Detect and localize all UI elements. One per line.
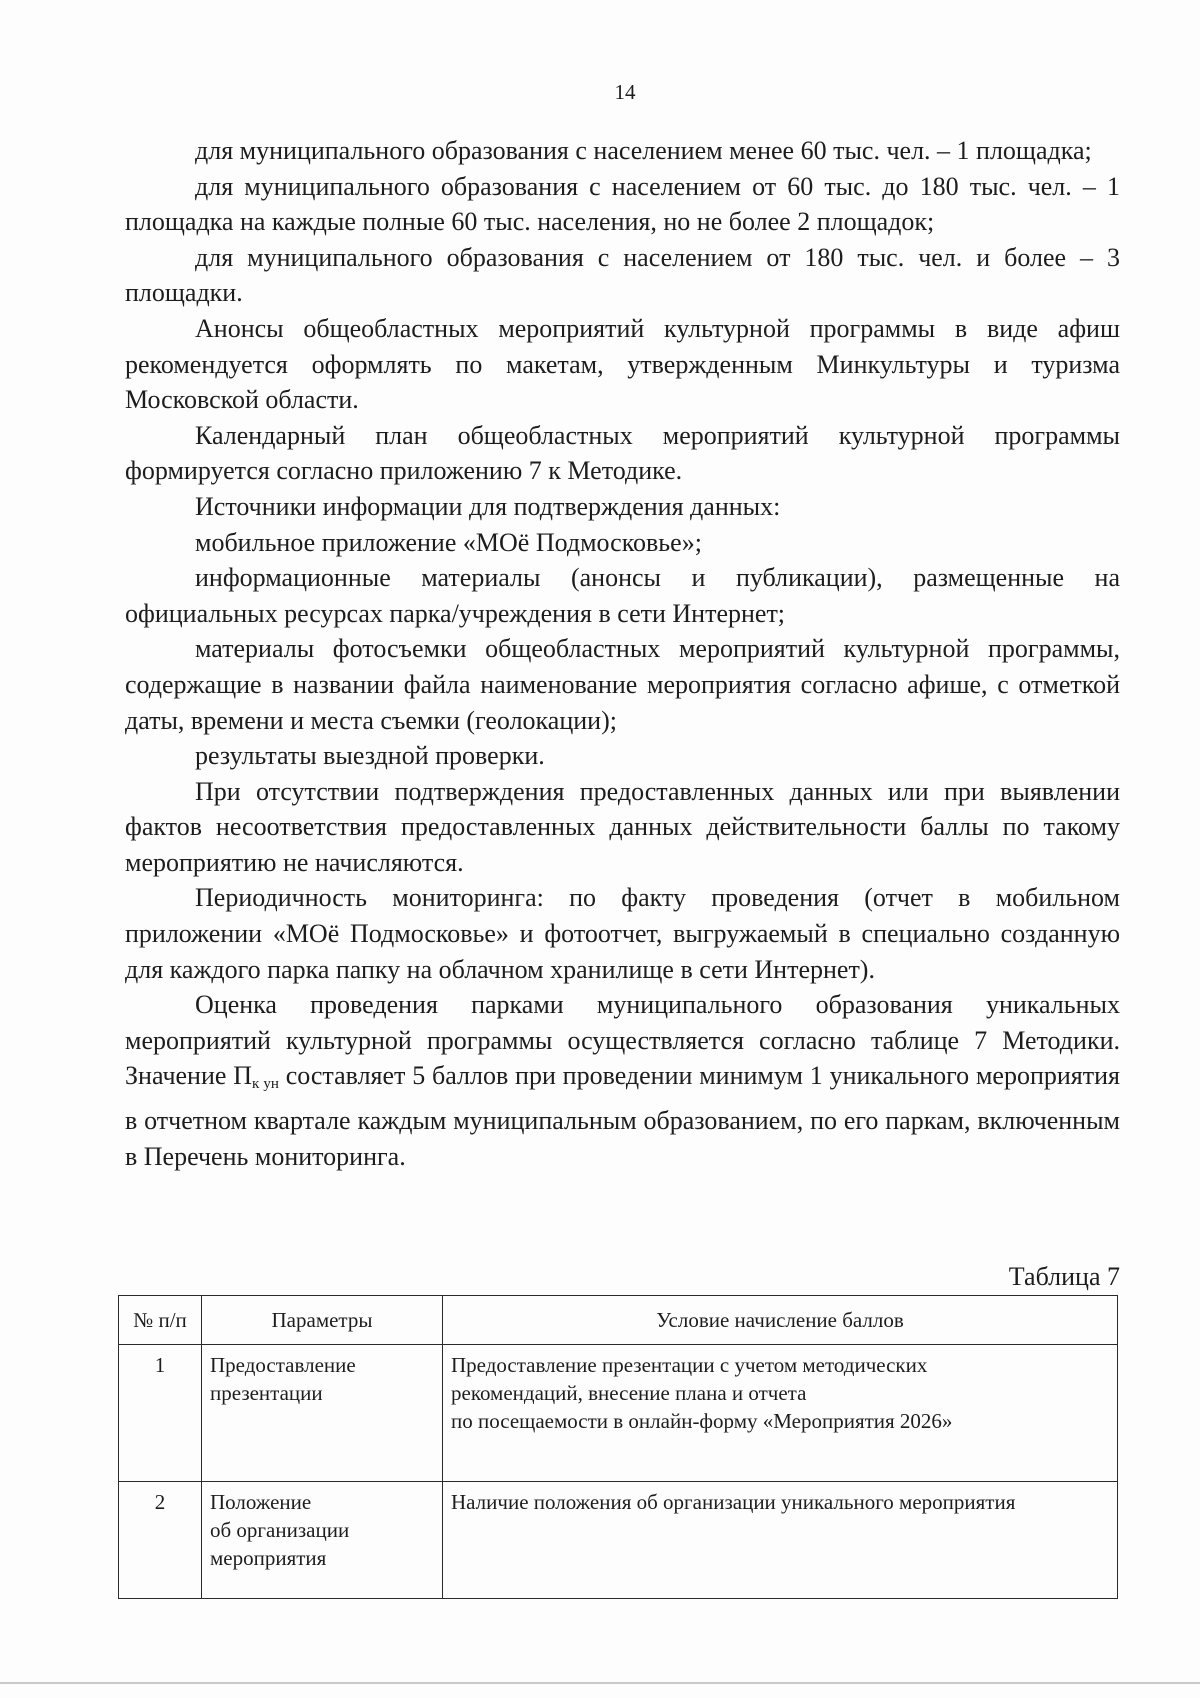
table-caption: Таблица 7 — [1008, 1262, 1120, 1291]
paragraph-13 — [125, 987, 1120, 1174]
paragraph-4: Анонсы общеобластных мероприятий культурной программы в виде афиш рекомендуется оформлять по макетам, утвержденным Минкультуры и туризма Московской области. — [125, 313, 1120, 415]
row-condition-line: по посещаемости в онлайн-форму «Мероприятия 2026» — [451, 1409, 953, 1433]
row-parameter — [202, 1345, 443, 1482]
table-header-row — [119, 1296, 1118, 1345]
row-parameter-line: мероприятия — [210, 1546, 327, 1570]
paragraph-5: Календарный план общеобластных мероприятий культурной программы формируется согласно приложению 7 к Методике. — [125, 420, 1120, 486]
row-condition-line: рекомендаций, внесение плана и отчета — [451, 1381, 807, 1405]
table-row — [119, 1482, 1118, 1599]
criteria-table — [118, 1295, 1118, 1599]
paragraph-2: для муниципального образования с населением от 60 тыс. до 180 тыс. чел. – 1 площадка на каждые полные 60 тыс. населения, но не более 2 площадок; — [125, 171, 1120, 237]
p-k-un-subscript: к ун — [252, 1076, 279, 1093]
paragraph-12: Периодичность мониторинга: по факту проведения (отчет в мобильном приложении «МОё Подмосковье» и фотоотчет, выгружаемый в специально созданную для каждого парка папку на облачном хранилище в сети Интернет). — [125, 883, 1120, 984]
table-row — [119, 1345, 1118, 1482]
row-parameter-line: презентации — [210, 1381, 323, 1405]
row-condition — [443, 1482, 1118, 1599]
row-condition — [443, 1345, 1118, 1482]
row-parameter — [202, 1482, 443, 1599]
paragraph-8: информационные материалы (анонсы и публикации), размещенные на официальных ресурсах парка/учреждения в сети Интернет; — [125, 563, 1120, 628]
paragraph-3: для муниципального образования с населением от 180 тыс. чел. и более – 3 площадки. — [125, 242, 1120, 308]
row-parameter-line: Положение — [210, 1490, 312, 1514]
page-number: 14 — [614, 80, 636, 104]
document-body — [125, 133, 1120, 1174]
paragraph-7: мобильное приложение «МОё Подмосковье»; — [195, 527, 702, 557]
paragraph-11: При отсутствии подтверждения предоставленных данных или при выявлении фактов несоответствия предоставленных данных действительности баллы по такому мероприятию не начисляются. — [125, 776, 1120, 877]
header-parameters: Параметры — [202, 1296, 443, 1345]
paragraph-13-start: Оценка проведения парками муниципального образования уникальных мероприятий культурной программы осуществляется согласно таблице 7 Методики. Значение П — [125, 990, 1120, 1091]
row-number: 1 — [119, 1345, 202, 1482]
row-number: 2 — [119, 1482, 202, 1599]
paragraph-6: Источники информации для подтверждения данных: — [195, 491, 781, 521]
paragraph-1: для муниципального образования с населением менее 60 тыс. чел. – 1 площадка; — [195, 136, 1092, 165]
header-number: № п/п — [119, 1296, 202, 1345]
row-condition-line: Наличие положения об организации уникального мероприятия — [451, 1490, 1016, 1514]
paragraph-9: материалы фотосъемки общеобластных мероприятий культурной программы, содержащие в названии файла наименование мероприятия согласно афише, с отметкой даты, времени и места съемки (геолокации); — [125, 634, 1120, 735]
row-condition-line: Предоставление презентации с учетом методических — [451, 1353, 928, 1377]
scan-edge-line — [0, 1682, 1200, 1684]
header-condition: Условие начисление баллов — [443, 1296, 1118, 1345]
row-parameter-line: Предоставление — [210, 1353, 356, 1377]
paragraph-10: результаты выездной проверки. — [195, 741, 545, 771]
paragraph-13-end: составляет 5 баллов при проведении минимум 1 уникального мероприятия в отчетном квартале каждым муниципальным образованием, по его паркам, включенным в Перечень мониторинга. — [125, 1061, 1120, 1171]
row-parameter-line: об организации — [210, 1518, 350, 1542]
